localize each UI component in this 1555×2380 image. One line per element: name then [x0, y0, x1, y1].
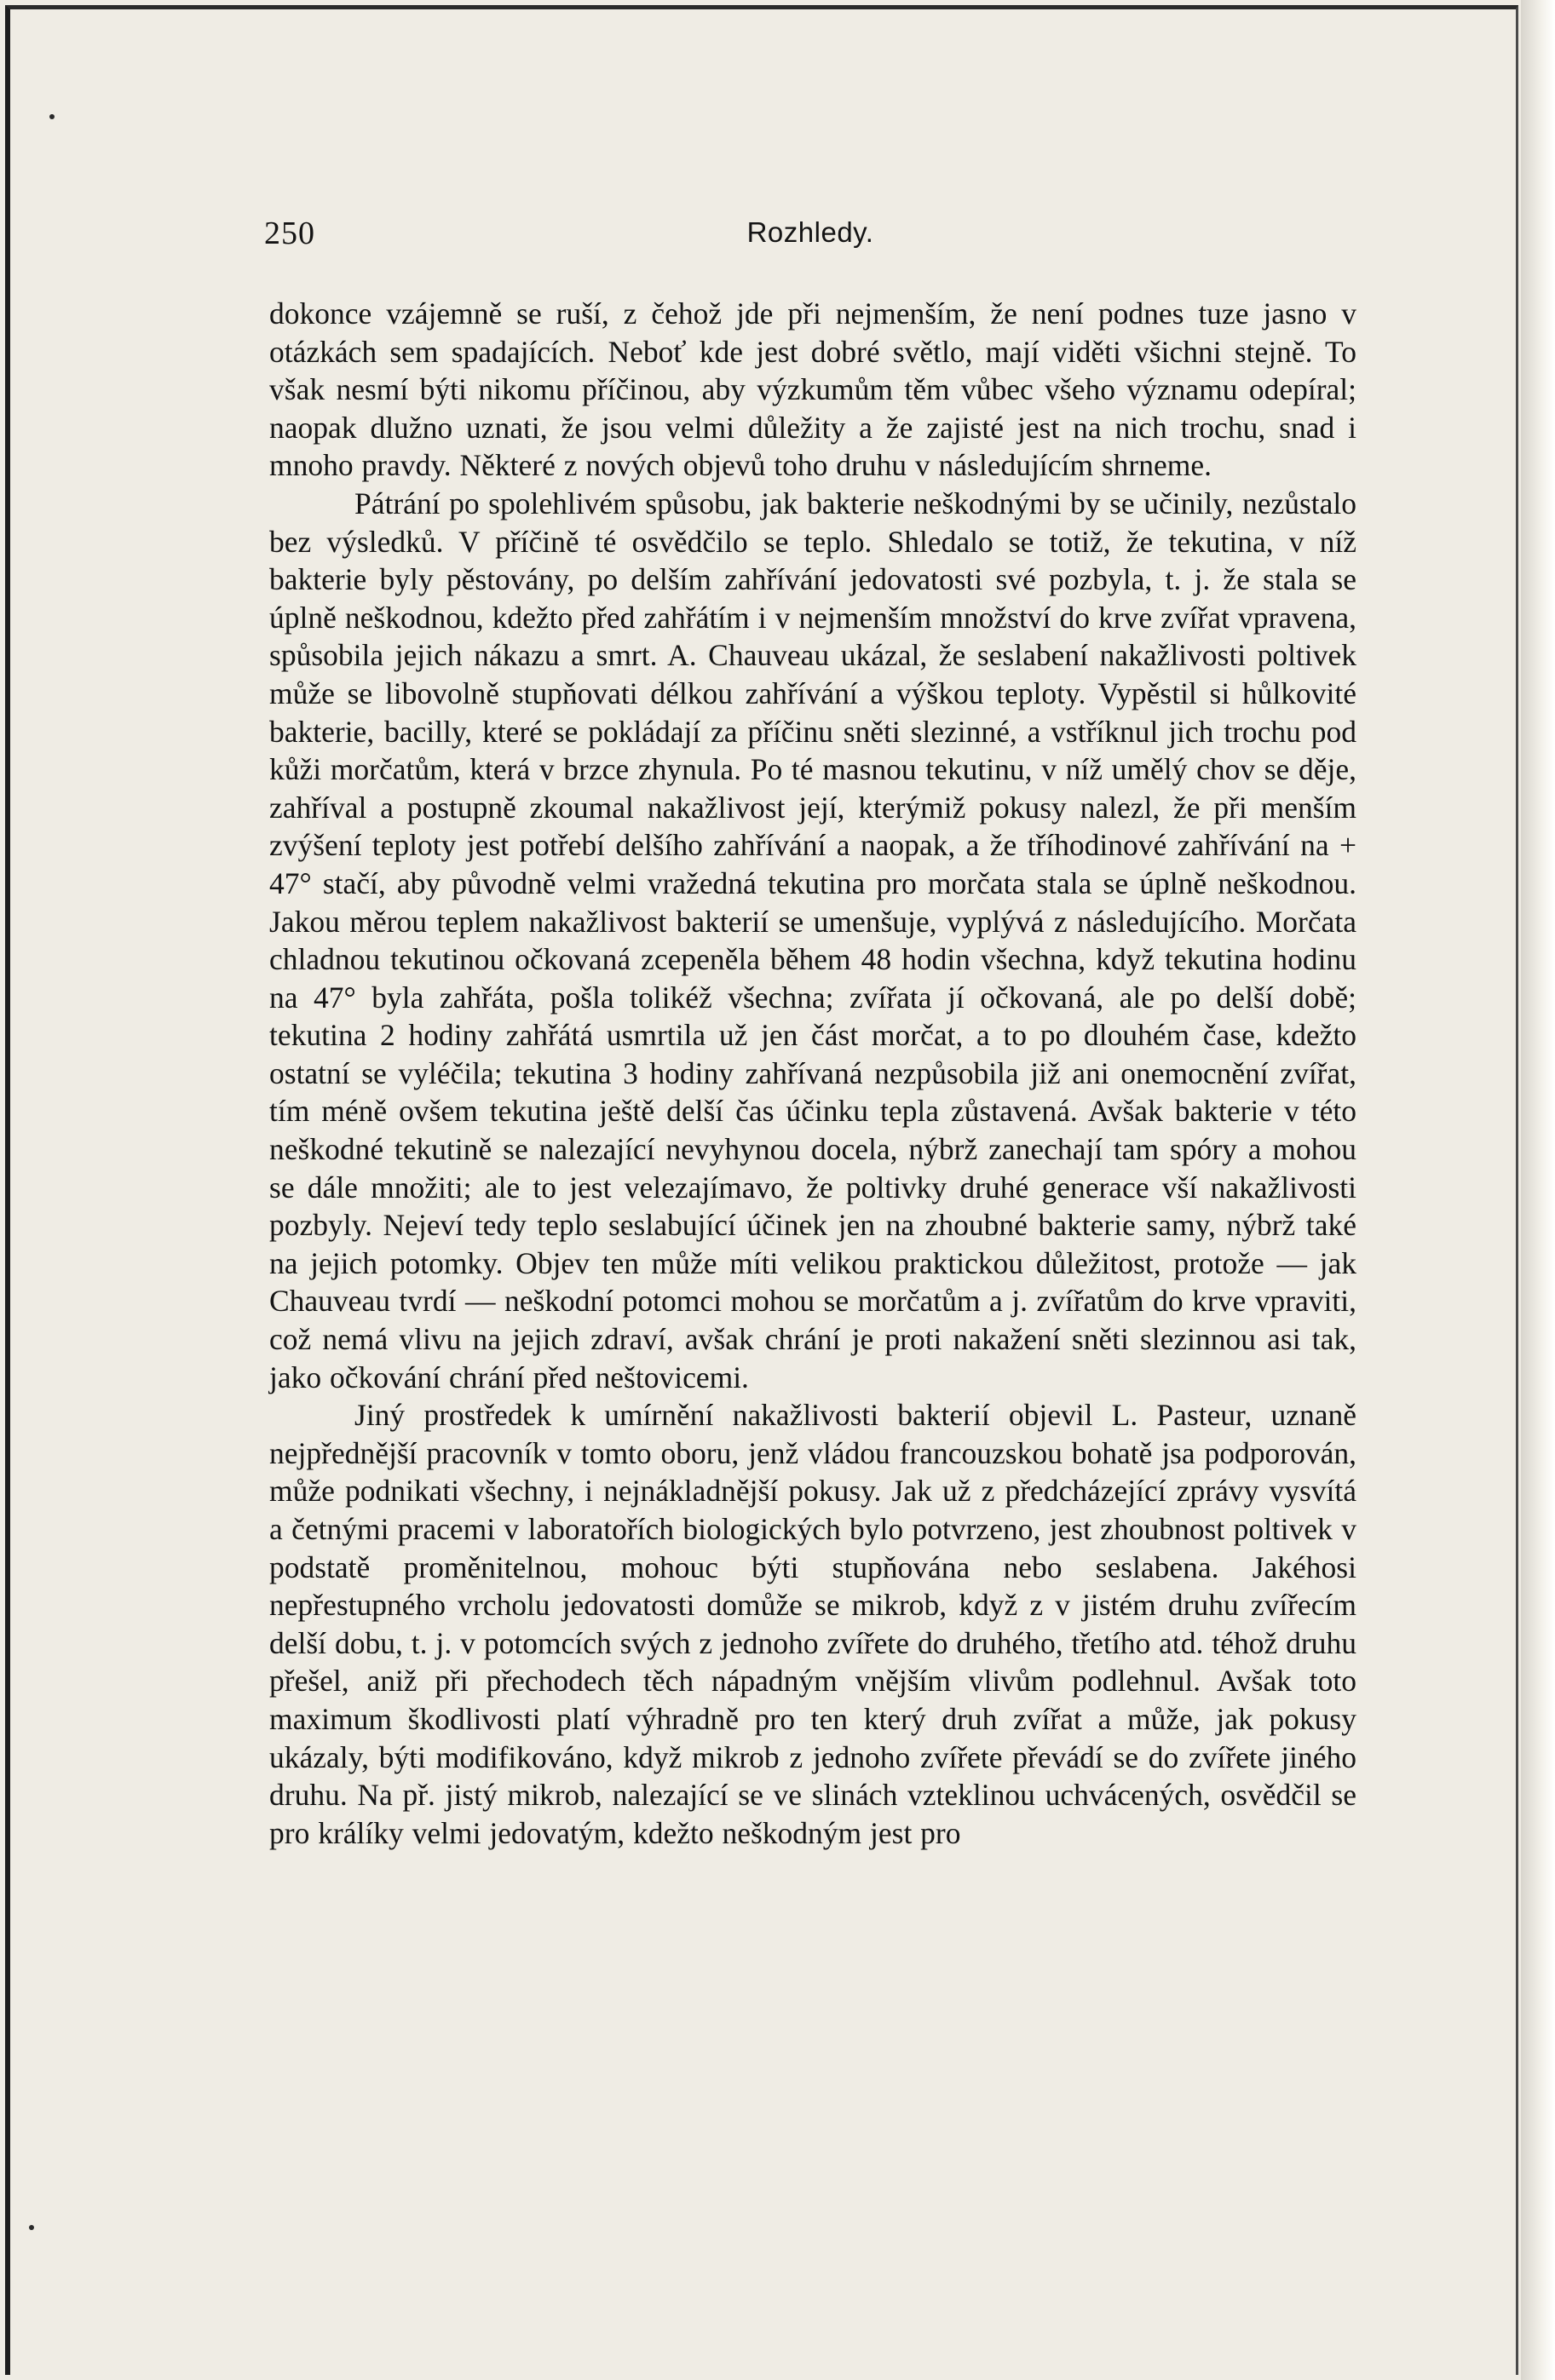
- running-title: Rozhledy.: [746, 216, 874, 248]
- paragraph-1: dokonce vzájemně se ruší, z čehož jde při nejmenším, že není podnes tuze jasno v otázkách sem spadajících. Neboť kde jest dobré světlo, mají viděti všichni stejně. To však nesmí býti nikomu příčinou, aby výzkumům těm vůbec všeho významu odepíral; naopak dlužno uznati, že jsou velmi důležity a že zajisté jest na nich trochu, snad i mnoho pravdy. Některé z nových objevů toho druhu v následujícím shrneme.: [269, 296, 1356, 483]
- running-head: [264, 215, 1356, 252]
- paragraph-3: Jiný prostředek k umírnění nakažlivosti bakterií objevil L. Pasteur, uznaně nejpřednější pracovník v tomto oboru, jenž vládou francouzskou bohatě jsa podporován, může podnikati všechny, i nejnákladnější pokusy. Jak už z předcházející zprávy vysvítá a četnými pracemi v laboratořích biologických bylo potvrzeno, jest zhoubnost poltivek v podstatě proměnitelnou, mohouc býti stupňována nebo seslabena. Jakéhosi nepřestupného vrcholu jedovatosti domůže se mikrob, když z v jistém druhu zvířecím delší dobu, t. j. v potomcích svých z jednoho zvířete do druhého, třetího atd. téhož druhu přešel, aniž při přechodech těch nápadným vnějším vlivům podlehnul. Avšak toto maximum škodlivosti platí výhradně pro ten který druh zvířat a může, jak pokusy ukázaly, býti modifikováno, když mikrob z jednoho zvířete převádí se do zvířete jiného druhu. Na př. jistý mikrob, nalezající se ve slinách vzteklinou uchvácených, osvědčil se pro králíky velmi jedovatým, kdežto neškodným jest pro: [269, 1398, 1356, 1850]
- paragraph-2: Pátrání po spolehlivém spůsobu, jak bakterie neškodnými by se učinily, nezůstalo bez výsledků. V příčině té osvědčilo se teplo. Shledalo se totiž, že tekutina, v níž bakterie byly pěstovány, po delším zahřívání jedovatosti své pozbyla, t. j. že stala se úplně neškodnou, kdežto před zahřátím i v nejmenším množství do krve zvířat vpravena, spůsobila jejich nákazu a smrt. A. Chauveau ukázal, že seslabení nakažlivosti poltivek může se libovolně stupňovati délkou zahřívání a výškou teploty. Vypěstil si hůlkovité bakterie, bacilly, které se pokládají za příčinu sněti slezinné, a vstříknul jich trochu pod kůži morčatům, která v brzce zhynula. Po té masnou tekutinu, v níž umělý chov se děje, zahříval a postupně zkoumal nakažlivost její, kterýmiž pokusy nalezl, že při menším zvýšení teploty jest potřebí delšího zahřívání a naopak, a že tříhodinové zahřívání na + 47° stačí, aby původně velmi vražedná tekutina pro morčata stala se úplně neškodnou. Jakou měrou teplem nakažlivost bakterií se umenšuje, vyplývá z následujícího. Morčata chladnou tekutinou očkovaná zcepeněla během 48 hodin všechna, když tekutina hodinu na 47° byla zahřáta, pošla tolikéž všechna; zvířata jí očkovaná, ale po delší době; tekutina 2 hodiny zahřátá usmrtila už jen část morčat, a to po dlouhém čase, kdežto ostatní se vyléčila; tekutina 3 hodiny zahřívaná nezpůsobila již ani onemocnění zvířat, tím méně ovšem tekutina ještě delší čas účinku tepla zůstavená. Avšak bakterie v této neškodné tekutině se nalezající nevyhynou docela, nýbrž zanechají tam spóry a mohou se dále množiti; ale to jest velezajímavo, že poltivky druhé generace vší nakažlivosti pozbyly. Nejeví tedy teplo seslabující účinek jen na zhoubné bakterie samy, nýbrž také na jejich potomky. Objev ten může míti velikou praktickou důležitost, protože — jak Chauveau tvrdí — neškodní potomci mohou se morčatům a j. zvířatům do krve vpraviti, což nemá vlivu na jejich zdraví, avšak chrání je proti nakažení sněti slezinnou asi tak, jako očkování chrání před neštovicemi.: [269, 486, 1356, 1394]
- body-text: [269, 295, 1356, 1852]
- page-number: 250: [264, 216, 315, 251]
